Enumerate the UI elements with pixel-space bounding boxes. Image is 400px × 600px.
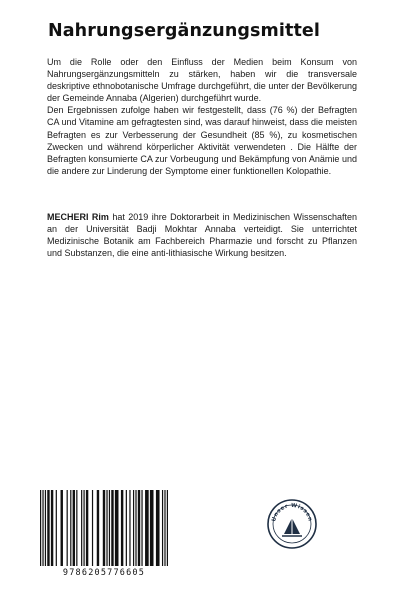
- barcode-bar: [47, 490, 49, 566]
- barcode-bar: [81, 490, 82, 566]
- barcode-bar: [109, 490, 110, 566]
- author-bio: [47, 211, 357, 259]
- barcode-bar: [83, 490, 84, 566]
- barcode-bar: [67, 490, 68, 566]
- abstract: [47, 56, 357, 177]
- publisher-seal-icon: [266, 498, 318, 550]
- barcode-bar: [97, 490, 99, 566]
- barcode-digits: 9786205776605: [62, 568, 146, 578]
- barcode-bar: [70, 490, 71, 566]
- barcode-bar: [129, 490, 130, 566]
- barcode-bar: [51, 490, 53, 566]
- barcode-bar: [135, 490, 136, 566]
- abstract-paragraph-1: Um die Rolle oder den Einfluss der Medien beim Konsum von Nahrungsergänzungsmitteln zu stärken, haben wir die transversale deskriptive ethnobotanische Umfrage durchgeführt, die unter der Bevölkerung der Gemeinde Annaba (Algerien) durchgeführt wurde.: [47, 57, 357, 104]
- barcode-bar: [45, 490, 46, 566]
- author-bio-text: hat 2019 ihre Doktorarbeit in Medizinischen Wissenschaften an der Universität Badji Mokhtar Annaba verteidigt. Sie unterrichtet Medizinische Botanik am Fachbereich Pharmazie und forscht zu Pflanzen und Substanzen, die eine anti-lithiasische Wirkung besitzen.: [47, 212, 358, 259]
- isbn-barcode: [40, 490, 168, 582]
- barcode-bar: [56, 490, 57, 566]
- barcode-bar: [121, 490, 123, 566]
- publisher-logo-text: Unser Wissen: [271, 502, 313, 523]
- barcode-bar: [164, 490, 165, 566]
- barcode-bar: [150, 490, 154, 566]
- barcode-bar: [106, 490, 107, 566]
- barcode-bar: [103, 490, 105, 566]
- abstract-paragraph-2: Den Ergebnissen zufolge haben wir festgestellt, dass (76 %) der Befragten CA und Vitamine am gefragtesten sind, was darauf hinweist, dass die meisten Befragten es zur Verbesserung der Gesundheit (85 %), zu kosmetischen Zwecken und während körperlicher Aktivität verwendeten . Die Hälfte der Befragten konsumierte CA zur Vorbeugung und Bekämpfung von Anämie und die andere zur Linderung der Symptome einer funktionellen Kolopathie.: [47, 105, 358, 176]
- barcode-bar: [115, 490, 119, 566]
- barcode-bar: [86, 490, 88, 566]
- barcode-bar: [92, 490, 93, 566]
- barcode-bar: [111, 490, 113, 566]
- barcode-bar: [145, 490, 149, 566]
- barcode-bars: [40, 490, 168, 566]
- barcode-bar: [73, 490, 75, 566]
- barcode-bar: [133, 490, 134, 566]
- barcode-bar: [167, 490, 168, 566]
- barcode-bar: [126, 490, 127, 566]
- barcode-bar: [40, 490, 41, 566]
- author-name: MECHERI Rim: [47, 212, 109, 222]
- barcode-bar: [141, 490, 142, 566]
- barcode-bar: [156, 490, 160, 566]
- barcode-bar: [42, 490, 43, 566]
- page-title: Nahrungsergänzungsmittel: [48, 21, 320, 41]
- barcode-bar: [138, 490, 140, 566]
- barcode-bar: [61, 490, 63, 566]
- barcode-bar: [76, 490, 77, 566]
- barcode-bar: [162, 490, 163, 566]
